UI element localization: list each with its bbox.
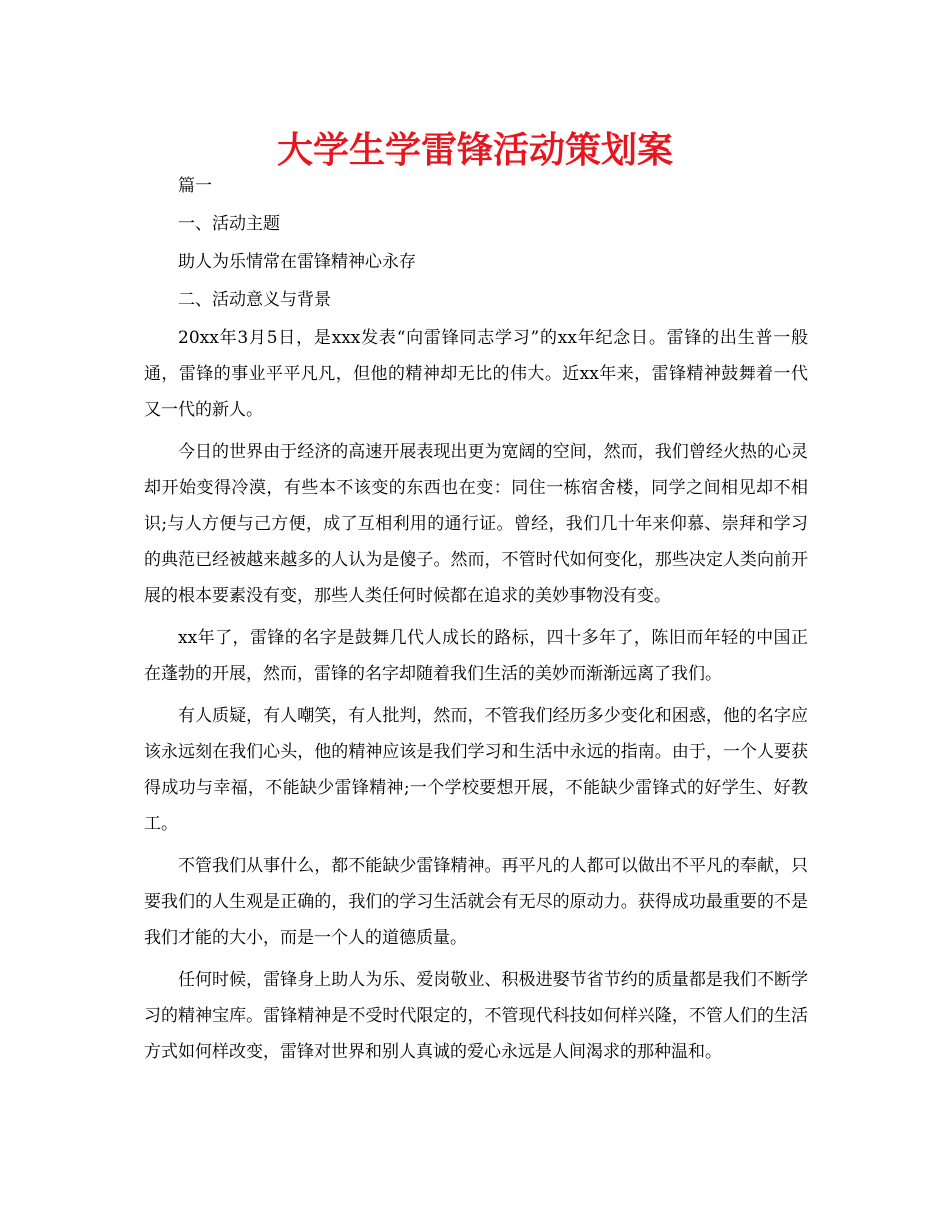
paragraph: 任何时候，雷锋身上助人为乐、爱岗敬业、积极进娶节省节约的质量都是我们不断学习的精神宝库。雷锋精神是不受时代限定的，不管现代科技如何样兴隆，不管人们的生活方式如何样改变，雷锋对世界和别人真诚的爱心永远是人间渴求的那种温和。 <box>144 970 808 1062</box>
document-title: 大学生学雷锋活动策划案 <box>276 130 673 171</box>
theme-text: 助人为乐情常在雷锋精神心永存 <box>178 252 416 272</box>
heading-activity-theme: 一、活动主题 <box>178 214 280 234</box>
paragraph: 今日的世界由于经济的高速开展表现出更为宽阔的空间，然而，我们曾经火热的心灵却开始变得冷漠，有些本不该变的东西也在变：同住一栋宿舍楼，同学之间相见却不相识;与人方便与己方便，成了互相利用的通行证。曾经，我们几十年来仰慕、崇拜和学习的典范已经被越来越多的人认为是傻子。然而，不管时代如何变化，那些决定人类向前开展的根本要素没有变，那些人类任何时候都在追求的美妙事物没有变。 <box>144 442 808 606</box>
paragraph: 有人质疑，有人嘲笑，有人批判，然而，不管我们经历多少变化和困惑，他的名字应该永远刻在我们心头，他的精神应该是我们学习和生活中永远的指南。由于，一个人要获得成功与幸福，不能缺少雷锋精神;一个学校要想开展，不能缺少雷锋式的好学生、好教工。 <box>144 706 808 834</box>
heading-significance-background: 二、活动意义与背景 <box>178 290 331 310</box>
paragraph: 20xx年3月5日，是xxx发表“向雷锋同志学习”的xx年纪念日。雷锋的出生普一般通，雷锋的事业平平凡凡，但他的精神却无比的伟大。近xx年来，雷锋精神鼓舞着一代又一代的新人。 <box>144 328 808 420</box>
paragraph: xx年了，雷锋的名字是鼓舞几代人成长的路标，四十多年了，陈旧而年轻的中国正在蓬勃的开展，然而，雷锋的名字却随着我们生活的美妙而渐渐远离了我们。 <box>144 628 808 684</box>
document-body <box>144 168 808 1070</box>
section-label: 篇一 <box>178 176 212 196</box>
paragraph: 不管我们从事什么，都不能缺少雷锋精神。再平凡的人都可以做出不平凡的奉献，只要我们的人生观是正确的，我们的学习生活就会有无尽的原动力。获得成功最重要的不是我们才能的大小，而是一个人的道德质量。 <box>144 856 808 948</box>
